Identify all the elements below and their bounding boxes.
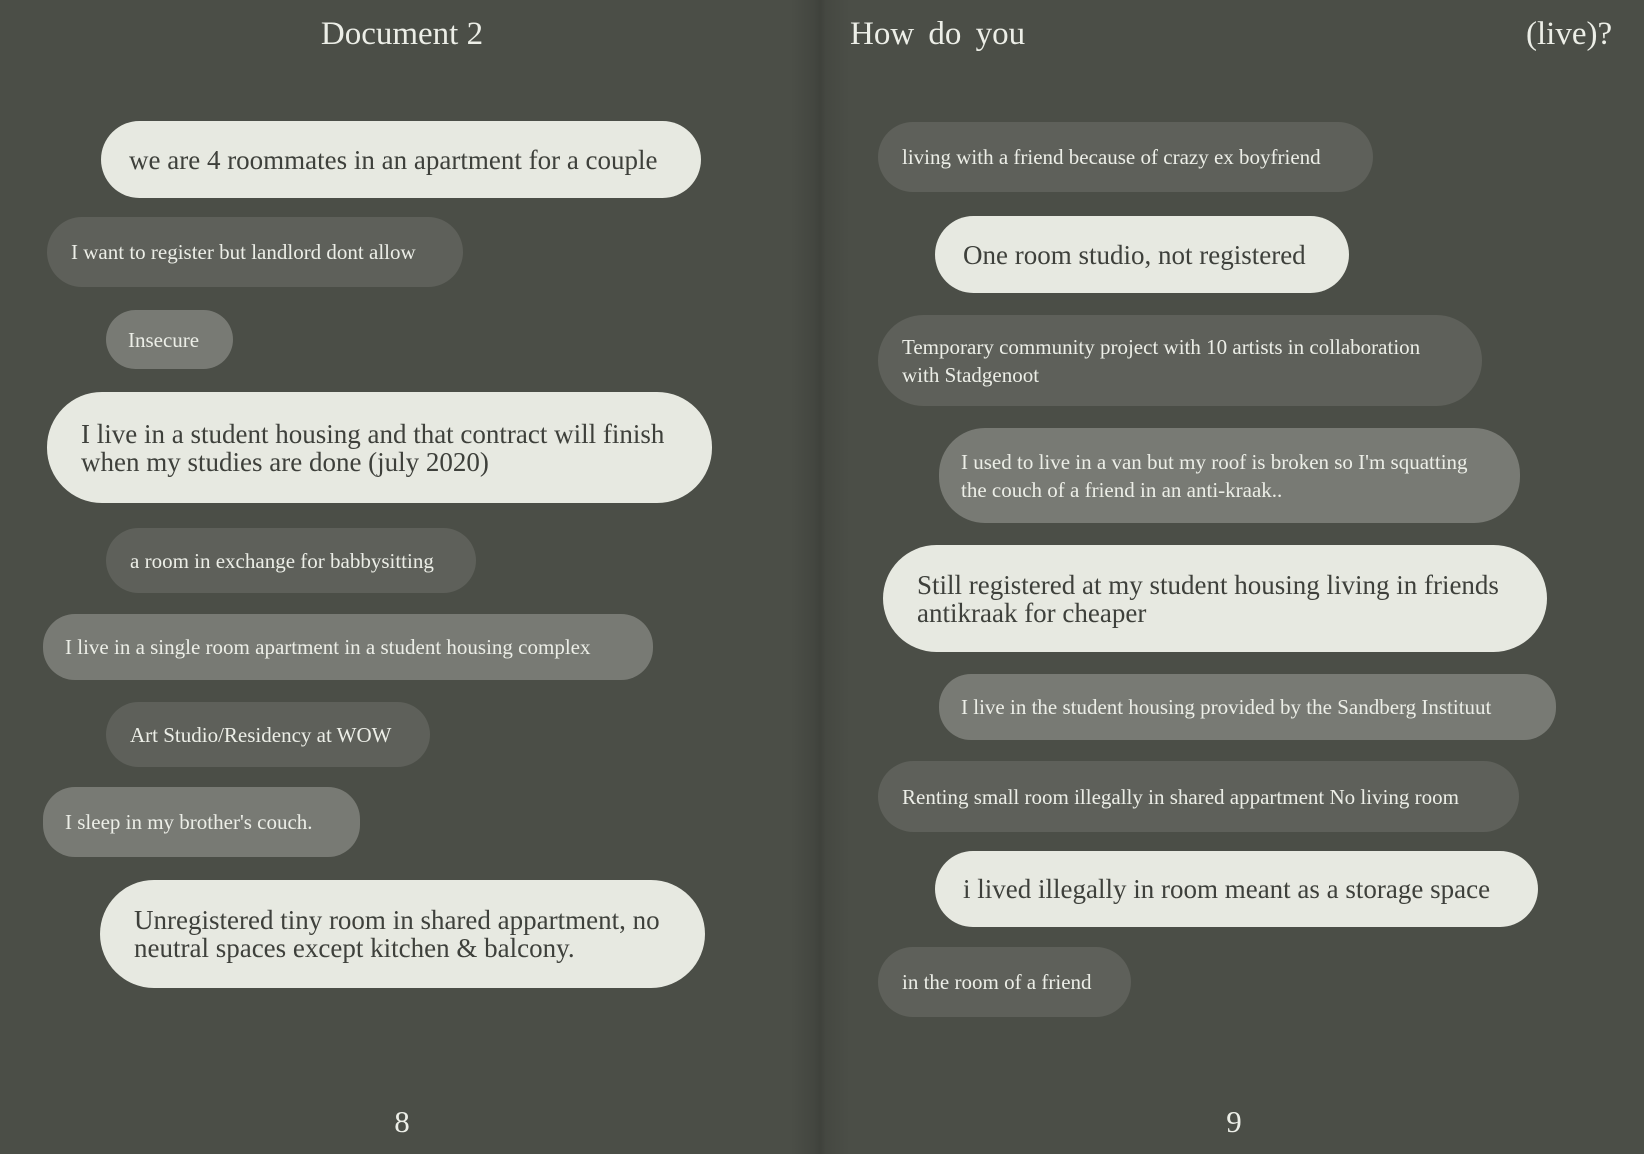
response-bubble: Renting small room illegally in shared appartment No living room [878,761,1519,832]
response-bubble: I live in a single room apartment in a student housing complex [43,614,653,680]
page-number-right: 9 [1226,1104,1242,1139]
response-bubble: a room in exchange for babbysitting [106,528,476,593]
response-bubble: we are 4 roommates in an apartment for a couple [101,121,701,198]
response-bubble: I used to live in a van but my roof is broken so I'm squatting the couch of a friend in an anti-kraak.. [939,428,1520,523]
response-bubble: Unregistered tiny room in shared appartment, no neutral spaces except kitchen & balcony. [100,880,705,988]
response-bubble: Insecure [106,310,233,369]
response-bubble: Art Studio/Residency at WOW [106,702,430,767]
response-bubble: One room studio, not registered [935,216,1349,293]
response-bubble: i lived illegally in room meant as a storage space [935,851,1538,927]
response-bubble: I live in a student housing and that contract will finish when my studies are done (july 2020) [47,392,712,503]
response-bubble: Temporary community project with 10 artists in collaboration with Stadgenoot [878,315,1482,406]
page-number-left: 8 [394,1104,410,1139]
response-bubble: Still registered at my student housing living in friends antikraak for cheaper [883,545,1547,652]
question-title: How do you [850,16,1026,52]
question-title-suffix: (live)? [1526,16,1613,52]
response-bubble: I sleep in my brother's couch. [43,787,360,857]
response-bubble: I want to register but landlord dont allow [47,217,463,287]
response-bubble: I live in the student housing provided by the Sandberg Instituut [939,674,1556,740]
response-bubble: in the room of a friend [878,947,1131,1017]
left-page-title: Document 2 [320,16,484,52]
response-bubble: living with a friend because of crazy ex boyfriend [878,122,1373,192]
